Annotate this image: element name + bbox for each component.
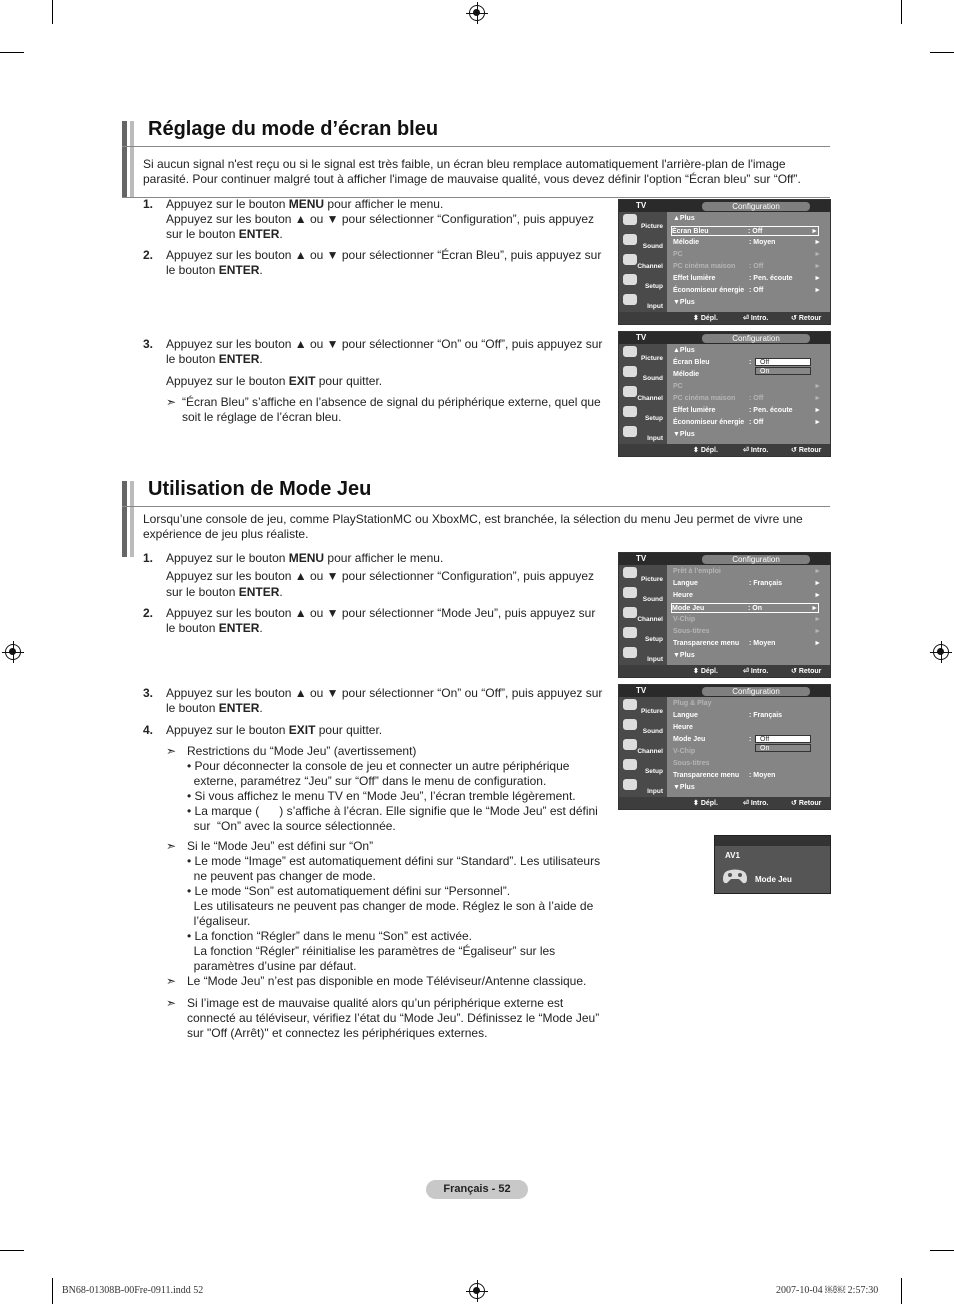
source-label: AV1 [725, 851, 740, 860]
footer-move: ⬍ Dépl. [693, 315, 718, 322]
note-line: paramètres d’usine par défaut. [187, 959, 357, 973]
note-line: ne peuvent pas changer de mode. [187, 869, 376, 883]
footer-move: ⬍ Dépl. [693, 668, 718, 675]
menu-sidebar-item: Channel [619, 737, 667, 757]
menu-title: Configuration [702, 687, 810, 696]
note-line: sur “On” avec la source sélectionnée. [187, 819, 396, 833]
note-line: externe, paramétrez “Jeu” sur “Off” dans le menu de configuration. [187, 774, 547, 788]
menu-row: PC ► [673, 383, 821, 390]
menu-category-icon [623, 366, 637, 377]
crop-mark [930, 1250, 954, 1251]
option-on: On [755, 744, 811, 752]
option-off: Off [755, 735, 811, 743]
menu-sidebar-item: Setup [619, 272, 667, 292]
menu-sidebar-item: Sound [619, 232, 667, 252]
note-line: l’égaliseur. [187, 914, 251, 928]
game-mode-osd [714, 835, 831, 894]
menu-title: Configuration [702, 555, 810, 564]
note-line: sur "Off (Arrêt)" et connectez les périphériques externes. [187, 1026, 488, 1040]
menu-row: Sous-titres [673, 760, 710, 767]
menu-row: ▼Plus [673, 431, 695, 438]
crop-mark [0, 1250, 24, 1251]
option-popup [755, 735, 811, 753]
note-line: Si l’image est de mauvaise qualité alors qu’un périphérique externe est [187, 996, 564, 1010]
timestamp: 2007-10-04 ￼￼ 2:57:30 [776, 1285, 879, 1296]
note-arrow-icon: ➣ [166, 839, 177, 853]
menu-row: ▲Plus [673, 215, 695, 222]
menu-row: ▼Plus [673, 299, 695, 306]
divider [122, 146, 830, 147]
note-line: • Le mode “Image” est automatiquement défini sur “Standard”. Les utilisateurs [187, 854, 601, 868]
option-popup [755, 358, 811, 376]
menu-sidebar-item: Channel [619, 605, 667, 625]
menu-category-icon [623, 779, 637, 790]
section-title: Utilisation de Mode Jeu [148, 478, 372, 500]
note-line: • Le mode “Son” est automatiquement défini sur “Personnel”. [187, 884, 511, 898]
footer-enter: ⏎ Intro. [743, 668, 769, 675]
note-arrow-icon: ➣ [166, 974, 177, 988]
menu-sidebar-item: Input [619, 645, 667, 665]
note-line: Si le “Mode Jeu” est défini sur “On” [187, 839, 374, 853]
footer-enter: ⏎ Intro. [743, 315, 769, 322]
menu-row: ▼Plus [673, 784, 695, 791]
menu-row: Langue : Français [673, 712, 783, 719]
menu-row: PC cinéma maison : Off ► [673, 263, 821, 270]
menu-row: Transparence menu : Moyen ► [673, 640, 821, 647]
menu-category-icon [623, 386, 637, 397]
menu-category-icon [623, 567, 637, 578]
note-line: connecté au téléviseur, vérifiez l’état du “Mode Jeu”. Définissez le “Mode Jeu” [187, 1011, 600, 1025]
menu-row: Économiseur énergie : Off ► [673, 419, 821, 426]
note-arrow-icon: ➣ [166, 395, 177, 409]
menu-sidebar-item: Input [619, 424, 667, 444]
footer-move: ⬍ Dépl. [693, 447, 718, 454]
menu-category-icon [623, 294, 637, 305]
tv-menu [618, 331, 831, 457]
menu-sidebar-item: Picture [619, 344, 667, 364]
menu-row: Économiseur énergie : Off ► [673, 287, 821, 294]
note-line: Les utilisateurs ne peuvent pas changer de mode. Réglez le son à l’aide de [187, 899, 594, 913]
menu-title: Configuration [702, 202, 810, 211]
menu-row: Effet lumière : Pen. écoute ► [673, 275, 821, 282]
note-line: Restrictions du “Mode Jeu” (avertissement) [187, 744, 417, 758]
note-arrow-icon: ➣ [166, 744, 177, 758]
option-on: On [755, 367, 811, 375]
menu-row: Heure [673, 724, 693, 731]
menu-category-icon [623, 647, 637, 658]
note-line: • Si vous affichez le menu TV en “Mode Jeu”, l’écran tremble légèrement. [187, 789, 576, 803]
crop-mark [930, 52, 954, 53]
menu-sidebar-item: Picture [619, 212, 667, 232]
divider [122, 506, 830, 507]
menu-row: Prêt à l’emploi ► [673, 568, 821, 575]
crop-mark [52, 1278, 53, 1304]
tv-menu [618, 552, 831, 678]
crop-mark [52, 0, 53, 24]
crop-mark [0, 52, 24, 53]
menu-sidebar-item: Input [619, 777, 667, 797]
menu-sidebar-item: Channel [619, 384, 667, 404]
menu-sidebar-item: Channel [619, 252, 667, 272]
menu-category-icon [623, 607, 637, 618]
page-number: Français - 52 [426, 1180, 528, 1199]
gamepad-icon [722, 867, 748, 885]
tv-menu [618, 199, 831, 325]
menu-row: Effet lumière : Pen. écoute ► [673, 407, 821, 414]
footer-return: ↺ Retour [791, 447, 822, 454]
note-line: • Pour déconnecter la console de jeu et connecter un autre périphérique [187, 759, 570, 773]
menu-title: Configuration [702, 334, 810, 343]
menu-category-icon [623, 274, 637, 285]
menu-category-icon [623, 719, 637, 730]
note-line: • La marque ( ) s’affiche à l’écran. Elle signifie que le “Mode Jeu” est défini [187, 804, 598, 818]
menu-tv-label: TV [636, 333, 647, 342]
menu-tv-label: TV [636, 686, 647, 695]
menu-sidebar-item: Input [619, 292, 667, 312]
menu-row: Mode Jeu : On ► [672, 605, 818, 612]
footer-enter: ⏎ Intro. [743, 447, 769, 454]
menu-category-icon [623, 699, 637, 710]
menu-row: Plug & Play [673, 700, 712, 707]
menu-tv-label: TV [636, 201, 647, 210]
menu-row: ▲Plus [673, 347, 695, 354]
menu-category-icon [623, 234, 637, 245]
menu-row: PC ► [673, 251, 821, 258]
menu-row: Mélodie [673, 371, 700, 378]
menu-row: Mode Jeu : [673, 736, 752, 743]
tv-menu [618, 684, 831, 810]
menu-sidebar-item: Picture [619, 697, 667, 717]
crop-mark [901, 0, 902, 24]
menu-tv-label: TV [636, 554, 647, 563]
menu-row: V-Chip ► [673, 616, 821, 623]
menu-row: PC cinéma maison : Off ► [673, 395, 821, 402]
section-title: Réglage du mode d’écran bleu [148, 118, 439, 140]
menu-sidebar-item: Sound [619, 364, 667, 384]
menu-row: Langue : Français ► [673, 580, 821, 587]
menu-sidebar-item: Setup [619, 625, 667, 645]
menu-category-icon [623, 587, 637, 598]
note-arrow-icon: ➣ [166, 996, 177, 1010]
menu-category-icon [623, 346, 637, 357]
menu-sidebar-item: Sound [619, 717, 667, 737]
menu-sidebar-item: Picture [619, 565, 667, 585]
menu-row: Heure ► [673, 592, 821, 599]
footer-enter: ⏎ Intro. [743, 800, 769, 807]
menu-row: V-Chip [673, 748, 696, 755]
menu-category-icon [623, 254, 637, 265]
menu-row: Écran Bleu : [673, 359, 752, 366]
note-line: • La fonction “Régler” dans le menu “Son” est activée. [187, 929, 473, 943]
menu-row: Transparence menu : Moyen [673, 772, 776, 779]
menu-sidebar-item: Sound [619, 585, 667, 605]
menu-category-icon [623, 739, 637, 750]
menu-category-icon [623, 426, 637, 437]
menu-row: ▼Plus [673, 652, 695, 659]
footer-return: ↺ Retour [791, 315, 822, 322]
footer-move: ⬍ Dépl. [693, 800, 718, 807]
menu-category-icon [623, 759, 637, 770]
menu-category-icon [623, 214, 637, 225]
mode-label: Mode Jeu [755, 875, 792, 884]
menu-row: Mélodie : Moyen ► [673, 239, 821, 246]
menu-category-icon [623, 627, 637, 638]
menu-row: Écran Bleu : Off ► [672, 228, 818, 235]
registration-mark-icon [933, 644, 949, 660]
registration-mark-icon [5, 644, 21, 660]
note-line: La fonction “Régler” réinitialise les paramètres de “Égaliseur” sur les [187, 944, 556, 958]
footer-return: ↺ Retour [791, 668, 822, 675]
file-name: BN68-01308B-00Fre-0911.indd 52 [62, 1285, 204, 1296]
intro-text: Si aucun signal n'est reçu ou si le signal est très faible, un écran bleu remplace automatiquement l'arrière-plan de l'image parasité. Pour continuer malgré tout à afficher l'image de mauvaise qualité, vous devez définir l'option “Écran bleu” sur “Off”. [143, 157, 801, 186]
menu-row: Sous-titres ► [673, 628, 821, 635]
footer-return: ↺ Retour [791, 800, 822, 807]
option-off: Off [755, 358, 811, 366]
registration-mark-icon [469, 5, 485, 21]
menu-category-icon [623, 406, 637, 417]
crop-mark [901, 1278, 902, 1304]
intro-text: Lorsqu’une console de jeu, comme PlayStationMC ou XboxMC, est branchée, la sélection du menu Jeu permet de vivre une expérience de jeu plus réaliste. [143, 512, 803, 541]
note-line: Le “Mode Jeu” n’est pas disponible en mode Téléviseur/Antenne classique. [187, 974, 587, 988]
registration-mark-icon [469, 1283, 485, 1299]
menu-sidebar-item: Setup [619, 404, 667, 424]
menu-sidebar-item: Setup [619, 757, 667, 777]
